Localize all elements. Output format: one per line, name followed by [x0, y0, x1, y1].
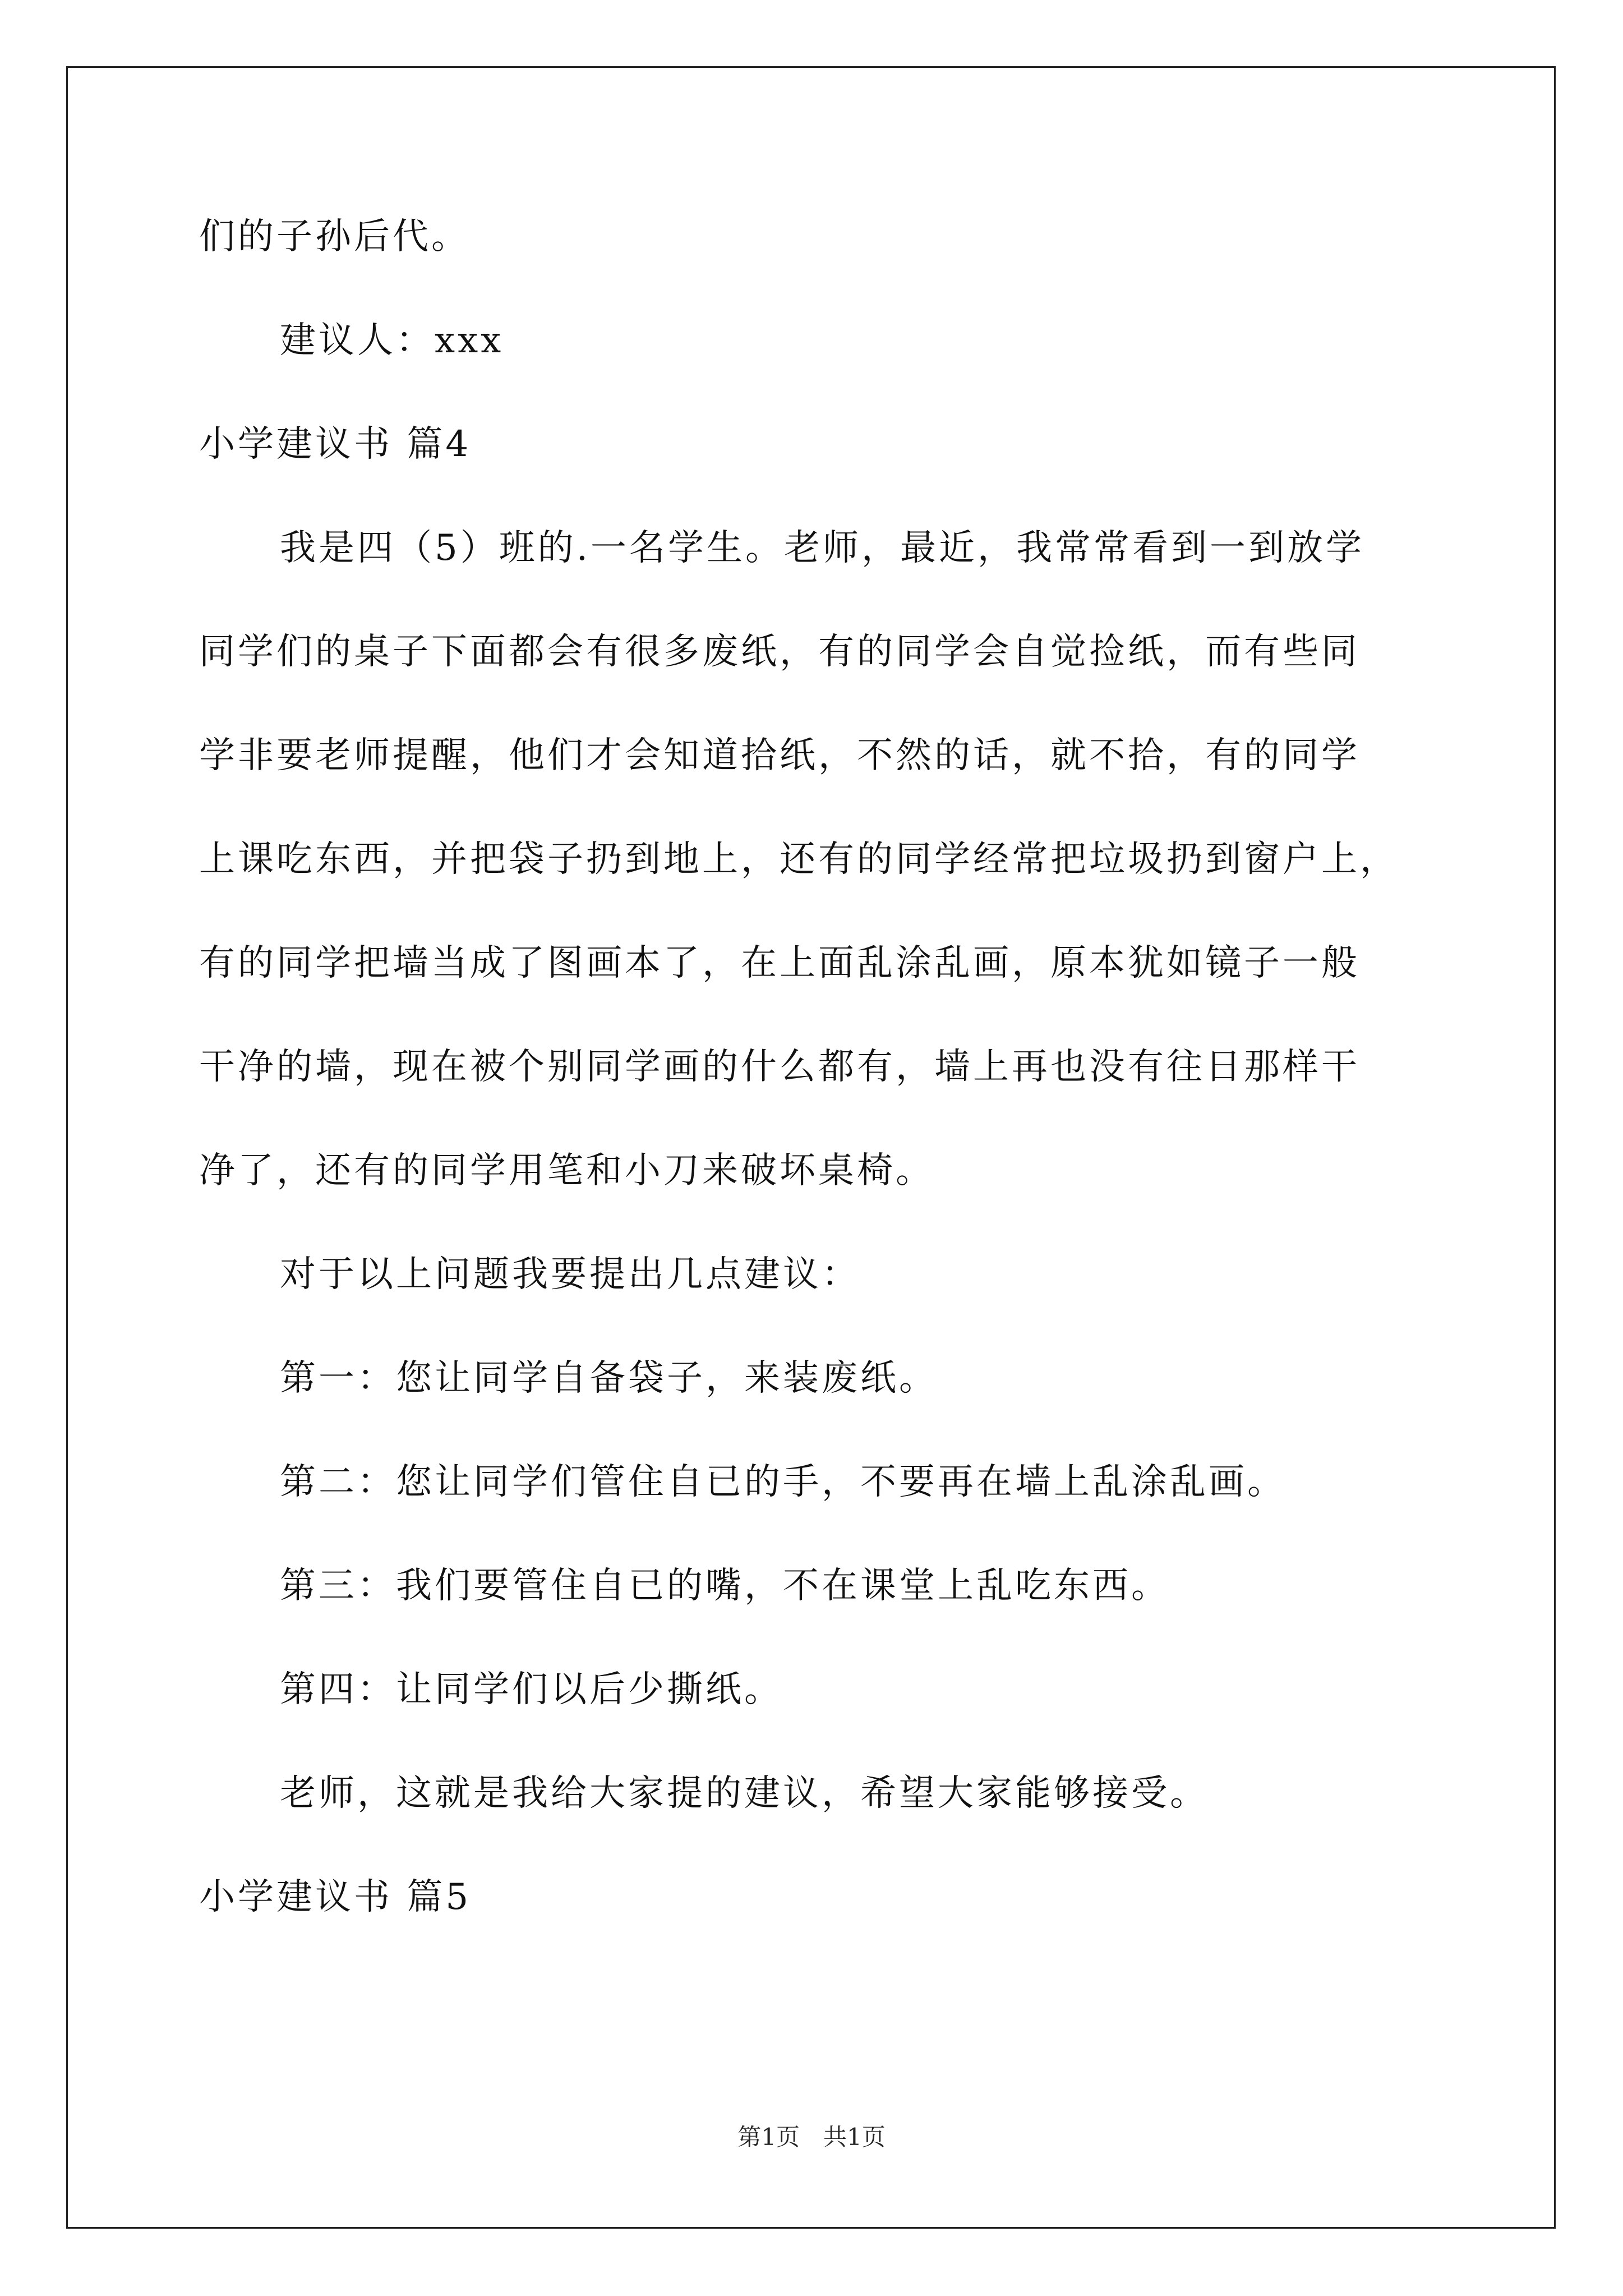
suggestion-item: 第三：我们要管住自已的嘴，不在课堂上乱吃东西。: [280, 1565, 1170, 1607]
text-line: 们的子孙后代。: [199, 216, 470, 257]
section-heading: 小学建议书 篇4: [199, 424, 472, 465]
text-line: 净了，还有的同学用笔和小刀来破坏桌椅。: [199, 1150, 934, 1191]
signature-line: 建议人：xxx: [280, 320, 504, 361]
page-number: 第1页 共1页: [737, 2123, 886, 2151]
text-line: 同学们的桌子下面都会有很多废纸，有的同学会自觉捡纸，而有些同: [199, 631, 1360, 673]
suggestion-item: 第二：您让同学们管住自已的手，不要再在墙上乱涂乱画。: [280, 1461, 1286, 1503]
text-line: 对于以上问题我要提出几点建议：: [280, 1254, 860, 1295]
suggestion-item: 第四：让同学们以后少撕纸。: [280, 1669, 783, 1710]
document-body: [199, 185, 1455, 1949]
text-line: 干净的墙，现在被个别同学画的什么都有，墙上再也没有往日那样干: [199, 1046, 1360, 1088]
text-line: 老师，这就是我给大家提的建议，希望大家能够接受。: [280, 1773, 1209, 1814]
text-line: 学非要老师提醒，他们才会知道拾纸，不然的话，就不拾，有的同学: [199, 735, 1360, 776]
suggestion-item: 第一：您让同学自备袋子，来装废纸。: [280, 1358, 938, 1399]
text-line: 有的同学把墙当成了图画本了，在上面乱涂乱画，原本犹如镜子一般: [199, 942, 1360, 984]
text-line: 我是四（5）班的.一名学生。老师，最近，我常常看到一到放学: [280, 527, 1365, 569]
text-line: 上课吃东西，并把袋子扔到地上，还有的同学经常把垃圾扔到窗户上，: [199, 839, 1399, 880]
section-heading: 小学建议书 篇5: [199, 1876, 472, 1918]
